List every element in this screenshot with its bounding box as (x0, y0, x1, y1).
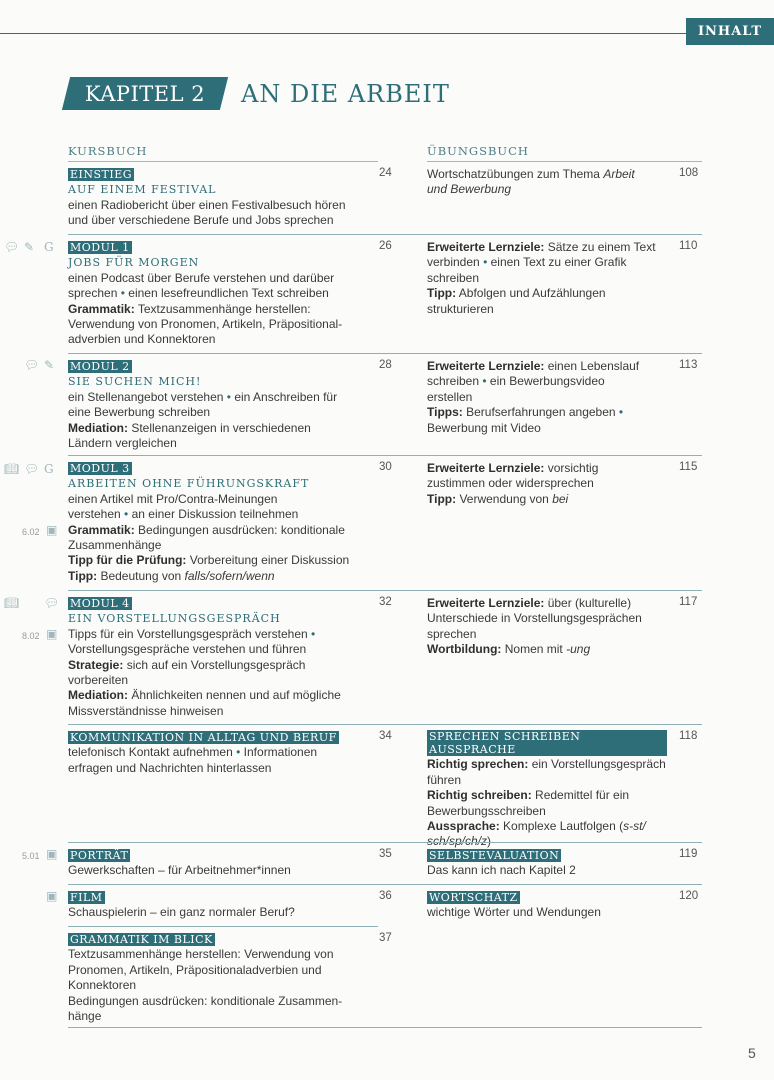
audio-track-number: 5.01 (22, 851, 40, 861)
text-line: schreiben (427, 374, 480, 389)
section-tag[interactable]: SELBSTEVALUATION (429, 849, 560, 862)
text-line: an einer Diskussion teilnehmen (131, 507, 299, 522)
section-tag[interactable]: MODUL 3 (70, 462, 130, 475)
text-line: führen (427, 772, 462, 787)
text-line: Unterschiede in Vorstellungsgesprächen (427, 611, 642, 626)
page-ref: 36 (379, 890, 392, 902)
label-bold: Tipp: (427, 286, 457, 301)
text-line: Bedingungen ausdrücken: konditionale Zusammen- (68, 993, 343, 1008)
text-line: sich auf ein Vorstellungsgespräch (123, 657, 306, 672)
text-line: ein Anschreiben für (234, 389, 338, 404)
label-bold: Erweiterte Lernziele: (427, 359, 545, 373)
label-bold: Grammatik: (68, 522, 135, 537)
page-ref: 108 (679, 167, 699, 179)
row-divider (68, 926, 378, 927)
page-ref: 117 (679, 596, 698, 608)
page-ref: 30 (379, 461, 392, 473)
italic-term: und Bewerbung (427, 182, 512, 197)
book-icon: 📖︎ (4, 462, 20, 476)
book-icon: 📖︎ (4, 596, 20, 610)
text-line: einen lesefreundlichen Text schreiben (128, 286, 329, 301)
text-line: über (kulturelle) (544, 596, 632, 610)
row-divider (68, 234, 702, 235)
page-ref: 24 (379, 167, 392, 179)
text-line: Informationen (243, 745, 318, 760)
page-ref: 115 (679, 461, 698, 473)
row-divider (68, 884, 702, 885)
pencil-icon: ✎ (24, 240, 35, 254)
text-line: strukturieren (427, 301, 494, 316)
row-divider (68, 590, 702, 591)
text-line: und über verschiedene Berufe und Jobs sprechen (68, 213, 334, 228)
chat-icon: 💬︎ (4, 240, 20, 254)
text-line: Bedingungen ausdrücken: konditionale (134, 522, 345, 537)
label-bold: Tipp: (68, 568, 98, 583)
section-tag[interactable]: MODUL 2 (70, 360, 130, 373)
text-line: sprechen (427, 626, 477, 641)
text-line: Schauspielerin – ein ganz normaler Beruf? (68, 905, 295, 920)
italic-term: falls/sofern/wenn (184, 568, 275, 583)
italic-term: bei (552, 491, 569, 506)
row-divider (68, 353, 702, 354)
label-bold: Richtig schreiben: (427, 788, 532, 803)
page-ref: 119 (679, 848, 698, 860)
text-line: vorsichtig (544, 461, 599, 475)
chapter-title: AN DIE ARBEIT (241, 80, 450, 108)
section-tag[interactable]: KOMMUNIKATION IN ALLTAG UND BERUF (70, 731, 337, 744)
inhalt-tab[interactable]: INHALT (686, 18, 774, 45)
uebungsbuch-cell (427, 461, 667, 507)
kursbuch-cell (68, 890, 368, 921)
label-bold: Richtig sprechen: (427, 757, 529, 772)
text-line: hänge (68, 1009, 102, 1024)
text-line: adverbien und Konnektoren (68, 332, 216, 347)
film-icon: ▣ (46, 523, 58, 537)
top-rule (0, 33, 690, 34)
label-bold: Tipps: (427, 405, 463, 420)
uebungsbuch-cell (427, 730, 667, 850)
text-line: Textzusammenhänge herstellen: (134, 301, 311, 316)
label-bold: Mediation: (68, 420, 128, 435)
label-bold: Erweiterte Lernziele: (427, 240, 545, 254)
text-line: erstellen (427, 389, 473, 404)
pencil-icon: ✎ (44, 358, 55, 372)
italic-term: Arbeit (603, 167, 635, 181)
label-bold: Erweiterte Lernziele: (427, 596, 545, 610)
column-head-kursbuch: KURSBUCH (68, 144, 148, 158)
page-ref: 120 (679, 890, 699, 902)
section-subtitle: EIN VORSTELLUNGSGESPRÄCH (68, 612, 281, 626)
text-line: einen Artikel mit Pro/Contra-Meinungen (68, 491, 278, 506)
chat-icon: 💬︎ (24, 358, 40, 372)
text-line: Sätze zu einem Text (544, 240, 656, 254)
row-divider (68, 455, 702, 456)
section-tag[interactable]: GRAMMATIK IM BLICK (70, 933, 213, 946)
label-bold: Tipp für die Prüfung: (68, 553, 187, 568)
label-bold: Strategie: (68, 657, 124, 672)
text-line: Stellenanzeigen in verschiedenen (128, 420, 311, 435)
text-line: sprechen (68, 286, 118, 301)
label-bold: Tipp: (427, 491, 457, 506)
kursbuch-cell: MODUL 3 ARBEITEN OHNE FÜHRUNGSKRAFT einen Artikel mit Pro/Contra-Meinungen verstehen • an einer Diskussion teilnehmen Grammatik: Bedingungen ausdrücken: konditionale Zusammenhänge Tipp für die Prüfung: Vorbereitung einer Diskussion Tipp: Bedeutung von falls/sofern/wenn (68, 461, 368, 584)
film-icon: ▣ (46, 847, 58, 861)
text-line: Komplexe Lautfolgen ( (499, 819, 624, 834)
text-line: Gewerkschaften – für Arbeitnehmer*innen (68, 863, 291, 878)
text-line: Bewerbungsschreiben (427, 803, 546, 818)
uebungsbuch-cell (427, 890, 667, 921)
section-tag[interactable]: EINSTIEG (70, 168, 133, 181)
section-tag[interactable]: SPRECHEN SCHREIBEN AUSSPRACHE (427, 730, 667, 756)
uebungsbuch-cell (427, 848, 667, 879)
label-bold: Mediation: (68, 688, 128, 703)
label-bold: Erweiterte Lernziele: (427, 461, 545, 475)
kursbuch-cell: MODUL 1 JOBS FÜR MORGEN einen Podcast über Berufe verstehen und darüber sprechen • einen lesefreundlichen Text schreiben Grammatik: Textzusammenhänge herstellen: Verwendung von Pronomen, Artikeln, Präpositional- adverbien und Konnektoren (68, 240, 368, 348)
chapter-label: KAPITEL 2 (84, 81, 206, 106)
page-number: 5 (748, 1045, 756, 1061)
text-line: verstehen (68, 507, 121, 522)
text-line: einen Podcast über Berufe verstehen und darüber (68, 270, 335, 285)
grammar-icon: G (44, 462, 54, 476)
section-tag[interactable]: WORTSCHATZ (429, 891, 518, 904)
text-line: Berufserfahrungen angeben (462, 405, 616, 420)
label-bold: Wortbildung: (427, 642, 502, 657)
text-line: ein Bewerbungsvideo (489, 374, 605, 389)
uebungsbuch-cell: Erweiterte Lernziele: einen Lebenslauf schreiben • ein Bewerbungsvideo erstellen Tipps: Berufserfahrungen angeben • Bewerbung mit Video (427, 359, 667, 436)
text-line: Vorstellungsgespräche verstehen und führen (68, 642, 307, 657)
text-line: Zusammenhänge (68, 538, 162, 553)
row-divider (68, 724, 702, 725)
page-ref: 34 (379, 730, 392, 742)
text-line: einen Radiobericht über einen Festivalbesuch hören (68, 197, 346, 212)
kursbuch-cell: KOMMUNIKATION IN ALLTAG UND BERUF telefonisch Kontakt aufnehmen • Informationen erfragen und Nachrichten hinterlassen (68, 730, 368, 776)
text-line: eine Bewerbung schreiben (68, 405, 211, 420)
section-tag[interactable]: FILM (70, 891, 103, 904)
text-line: Pronomen, Artikeln, Präpositionaladverbien und (68, 962, 322, 977)
page-ref: 26 (379, 240, 392, 252)
column-rule-left (68, 161, 378, 162)
text-line: Tipps für ein Vorstellungsgespräch verstehen (68, 626, 308, 641)
label-bold: Aussprache: (427, 819, 500, 834)
text-line: vorbereiten (68, 673, 129, 688)
section-subtitle: ARBEITEN OHNE FÜHRUNGSKRAFT (68, 477, 310, 491)
uebungsbuch-cell (427, 167, 667, 198)
text-line: Missverständnisse hinweisen (68, 703, 224, 718)
kursbuch-cell (68, 848, 368, 879)
page-ref: 32 (379, 596, 392, 608)
uebungsbuch-cell (427, 596, 667, 658)
section-tag[interactable]: PORTRÄT (70, 849, 129, 862)
text-line: Bedeutung von (97, 568, 185, 583)
text-line: Vorbereitung einer Diskussion (186, 553, 350, 568)
text-line: einen Lebenslauf (544, 359, 640, 373)
text-line: telefonisch Kontakt aufnehmen (68, 745, 233, 760)
text-line: Ähnlichkeiten nennen und auf mögliche (128, 688, 341, 703)
text-line: Nomen mit (501, 642, 567, 657)
kursbuch-cell (68, 932, 368, 1024)
section-subtitle: JOBS FÜR MORGEN (68, 256, 200, 270)
chat-icon: 💬︎ (24, 462, 40, 476)
page-ref: 113 (679, 359, 698, 371)
kursbuch-cell: MODUL 4 EIN VORSTELLUNGSGESPRÄCH Tipps für ein Vorstellungsgespräch verstehen • Vorstellungsgespräche verstehen und führen Strategie: sich auf ein Vorstellungsgespräch vorbereiten Mediation: Ähnlichkeiten nennen und auf mögliche Missverständnisse hinweisen (68, 596, 368, 719)
text-line: erfragen und Nachrichten hinterlassen (68, 760, 272, 775)
text-line: wichtige Wörter und Wendungen (427, 905, 601, 920)
page-ref: 118 (679, 730, 698, 742)
section-subtitle: AUF EINEM FESTIVAL (68, 183, 217, 197)
text-line: Abfolgen und Aufzählungen (456, 286, 606, 301)
film-icon: ▣ (46, 889, 58, 903)
audio-track-number: 8.02 (22, 631, 40, 641)
page-ref: 110 (679, 240, 698, 252)
text-line: einen Text zu einer Grafik (490, 255, 627, 270)
text-line: Bewerbung mit Video (427, 420, 541, 435)
grammar-icon: G (44, 240, 54, 254)
text-line: ) (487, 834, 492, 849)
italic-term: -ung (566, 642, 591, 657)
italic-term: sch/sp/ch/z (427, 834, 488, 849)
section-subtitle: SIE SUCHEN MICH! (68, 375, 202, 389)
page-ref: 37 (379, 932, 392, 944)
text-line: Verwendung von Pronomen, Artikeln, Präpositional- (68, 317, 343, 332)
row-divider (68, 1027, 702, 1028)
text-line: Verwendung von (456, 491, 553, 506)
section-tag[interactable]: MODUL 4 (70, 597, 130, 610)
page-ref: 35 (379, 848, 392, 860)
text-line: Textzusammenhänge herstellen: Verwendung von (68, 947, 334, 962)
film-icon: ▣ (46, 627, 58, 641)
chat-icon: 💬︎ (44, 596, 60, 610)
column-rule-right (427, 161, 702, 162)
audio-track-number: 6.02 (22, 527, 40, 537)
text-line: Wortschatzübungen zum Thema (427, 167, 604, 181)
text-line: schreiben (427, 270, 480, 285)
text-line: Das kann ich nach Kapitel 2 (427, 863, 576, 878)
italic-term: s-st/ (623, 819, 646, 834)
label-bold: Grammatik: (68, 301, 135, 316)
text-line: Ländern vergleichen (68, 436, 177, 451)
row-divider (68, 842, 702, 843)
text-line: Konnektoren (68, 978, 137, 993)
page-ref: 28 (379, 359, 392, 371)
kursbuch-cell: MODUL 2 SIE SUCHEN MICH! ein Stellenangebot verstehen • ein Anschreiben für eine Bewerbung schreiben Mediation: Stellenanzeigen in verschiedenen Ländern vergleichen (68, 359, 368, 451)
uebungsbuch-cell: Erweiterte Lernziele: Sätze zu einem Text verbinden • einen Text zu einer Grafik schreiben Tipp: Abfolgen und Aufzählungen strukturieren (427, 240, 667, 317)
kursbuch-cell (68, 167, 368, 229)
text-line: verbinden (427, 255, 480, 270)
text-line: ein Stellenangebot verstehen (68, 389, 224, 404)
text-line: ein Vorstellungsgespräch (528, 757, 666, 772)
section-tag[interactable]: MODUL 1 (70, 241, 130, 254)
text-line: Redemittel für ein (531, 788, 630, 803)
column-head-uebungsbuch: ÜBUNGSBUCH (427, 144, 529, 158)
text-line: zustimmen oder widersprechen (427, 476, 594, 491)
